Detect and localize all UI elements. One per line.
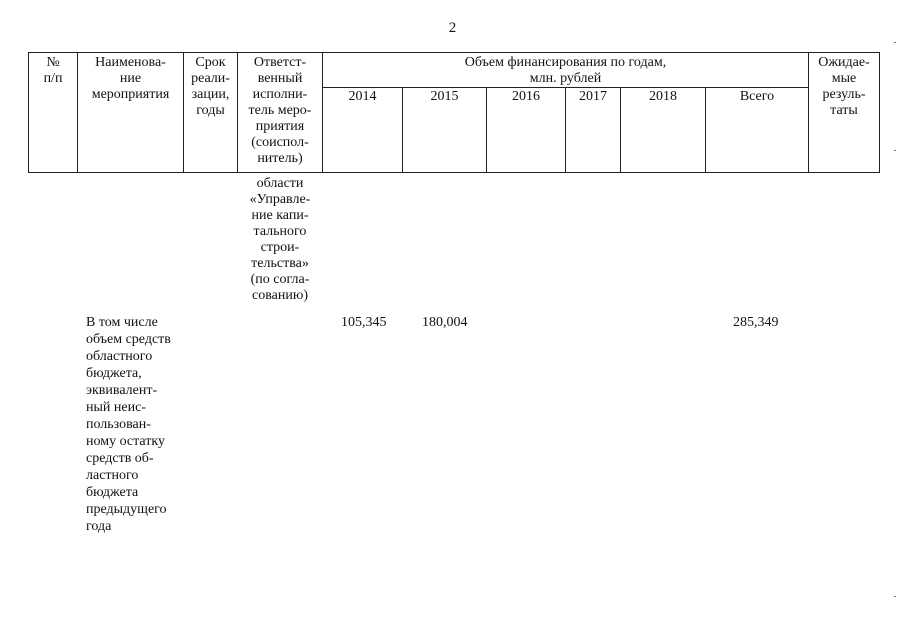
header-name: Наименова- ние мероприятия bbox=[91, 55, 170, 102]
header-responsible: Ответст- венный исполни- тель меро- приятия (соиспол- нитель) bbox=[248, 55, 312, 166]
row-responsible-continued: области «Управле- ние капи- тального строи- тельства» (по согла- сованию) bbox=[249, 176, 311, 303]
header-top-border bbox=[28, 52, 879, 53]
header-year-2014: 2014 bbox=[348, 89, 377, 104]
header-year-2018: 2018 bbox=[649, 89, 677, 104]
header-year-2017: 2017 bbox=[579, 89, 607, 104]
header-results: Ожидае- мые резуль- таты bbox=[818, 55, 870, 118]
header-funding: Объем финансирования по годам, млн. рублей bbox=[464, 55, 667, 86]
row-value-total: 285,349 bbox=[733, 315, 779, 330]
header-term: Срок реали- зации, годы bbox=[191, 55, 230, 118]
col-border bbox=[879, 52, 880, 173]
header-bottom-border bbox=[28, 172, 879, 173]
page-number: 2 bbox=[448, 20, 457, 36]
row-value-2015: 180,004 bbox=[422, 315, 468, 330]
scan-mark bbox=[894, 42, 896, 43]
header-year-2015: 2015 bbox=[430, 89, 459, 104]
header-total: Всего bbox=[739, 89, 775, 104]
header-num: № п/п bbox=[43, 55, 63, 86]
row-value-2014: 105,345 bbox=[341, 315, 387, 330]
scan-mark bbox=[894, 150, 896, 151]
header-year-2016: 2016 bbox=[512, 89, 540, 104]
scan-mark bbox=[894, 596, 896, 597]
row-name: В том числе объем средств областного бюджета, эквивалент- ный неис- пользован- ному остатку средств об- ластного бюджета предыдущего года bbox=[86, 315, 171, 534]
